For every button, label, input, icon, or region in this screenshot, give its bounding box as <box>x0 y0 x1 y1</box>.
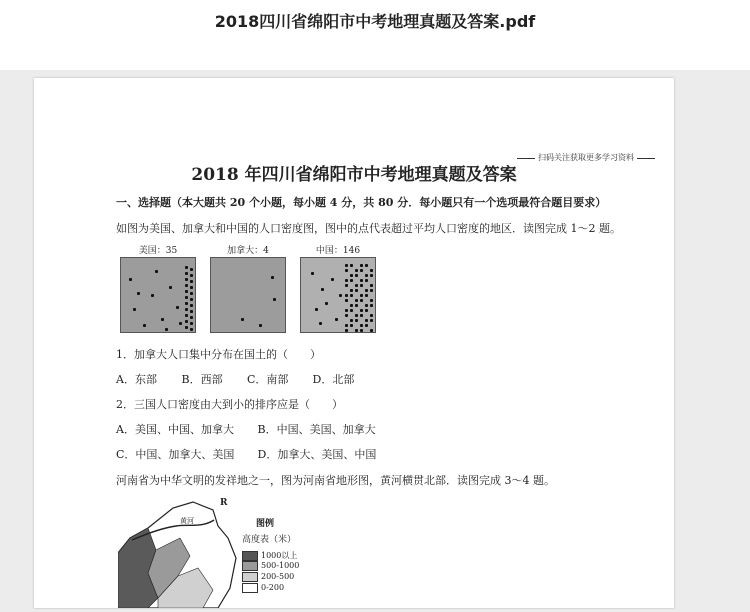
population-dot <box>129 278 132 281</box>
population-dot <box>345 309 348 312</box>
population-dot <box>190 274 193 277</box>
legend-row <box>242 583 284 593</box>
legend-label: 200-500 <box>261 572 295 581</box>
population-dot <box>155 270 158 273</box>
population-dot <box>339 294 342 297</box>
population-dot <box>321 288 324 291</box>
legend-head: 高度表（米） <box>242 535 297 545</box>
population-dot <box>355 299 358 302</box>
population-dot <box>355 304 358 307</box>
population-dot <box>185 320 188 323</box>
population-dot <box>185 278 188 281</box>
population-dot <box>345 264 348 267</box>
population-dot <box>370 274 373 277</box>
population-dot <box>350 319 353 322</box>
population-dot <box>190 292 193 295</box>
population-dot <box>350 309 353 312</box>
population-dot <box>360 284 363 287</box>
legend-swatch <box>242 551 258 561</box>
population-dot <box>185 266 188 269</box>
henan-topographic-map <box>118 498 348 608</box>
population-dot <box>345 324 348 327</box>
population-dot <box>271 276 274 279</box>
map-label-usa: 美国：35 <box>138 246 178 256</box>
population-dot <box>185 284 188 287</box>
population-dot <box>370 299 373 302</box>
population-dot <box>365 304 368 307</box>
q1-option-a: A．东部 <box>116 373 157 386</box>
population-dot <box>360 299 363 302</box>
viewer-top-bar <box>0 0 750 70</box>
population-dot <box>185 326 188 329</box>
legend-title: 图例 <box>256 519 275 529</box>
question-2-options-row2 <box>116 446 376 462</box>
map-canada <box>210 257 286 333</box>
population-dot <box>355 284 358 287</box>
population-dot <box>165 328 168 331</box>
population-dot <box>161 318 164 321</box>
population-dot <box>190 310 193 313</box>
population-dot <box>185 272 188 275</box>
population-dot <box>365 294 368 297</box>
population-dot <box>350 324 353 327</box>
population-dot <box>370 314 373 317</box>
file-title: 2018四川省绵阳市中考地理真题及答案.pdf <box>214 12 536 31</box>
q2-option-d: D．加拿大、美国、中国 <box>257 448 377 461</box>
henan-map-shape <box>118 498 243 608</box>
population-dot <box>190 286 193 289</box>
population-dot <box>190 322 193 325</box>
map-usa <box>120 257 196 333</box>
population-dot <box>179 322 182 325</box>
population-dot <box>365 274 368 277</box>
population-dot <box>355 274 358 277</box>
population-dot <box>190 304 193 307</box>
population-dot <box>151 294 154 297</box>
population-dot <box>315 308 318 311</box>
population-dot <box>360 309 363 312</box>
population-dot <box>185 314 188 317</box>
population-dot <box>360 264 363 267</box>
population-dot <box>365 319 368 322</box>
population-dot <box>370 304 373 307</box>
population-dot <box>360 324 363 327</box>
legend-row <box>242 572 294 582</box>
q2-option-c: C．中国、加拿大、美国 <box>116 448 235 461</box>
population-dot <box>190 298 193 301</box>
question-1-stem: 1．加拿大人口集中分布在国土的（ ） <box>116 348 321 361</box>
header-note-dash-left <box>517 158 535 159</box>
population-dot <box>365 264 368 267</box>
legend-label: 500-1000 <box>261 561 300 570</box>
question-2-stem: 2．三国人口密度由大到小的排序应是（ ） <box>116 398 343 411</box>
r-label: R <box>220 498 228 508</box>
population-dot <box>190 280 193 283</box>
population-dot <box>345 299 348 302</box>
question-1-options <box>116 371 354 387</box>
population-dot <box>365 279 368 282</box>
intro-text-2: 河南省为中华文明的发祥地之一，图为河南省地形图，黄河横贯北部．读图完成 3～4 题。 <box>116 474 555 487</box>
header-note-dash-right <box>637 158 655 159</box>
population-dot <box>350 264 353 267</box>
population-dot <box>345 294 348 297</box>
population-dot <box>355 329 358 332</box>
population-dot <box>350 294 353 297</box>
population-dot <box>370 319 373 322</box>
population-dot <box>190 268 193 271</box>
population-dot <box>259 324 262 327</box>
population-dot <box>143 324 146 327</box>
population-dot <box>365 309 368 312</box>
population-dot <box>345 329 348 332</box>
population-dot <box>319 322 322 325</box>
section-title: 一、选择题（本大题共 20 个小题，每小题 4 分，共 80 分．每小题只有一个选项最符合题目要求） <box>116 196 607 209</box>
population-dot <box>335 318 338 321</box>
q1-option-b: B．西部 <box>181 373 223 386</box>
population-dot <box>325 302 328 305</box>
population-dot <box>133 308 136 311</box>
q1-option-c: C．南部 <box>247 373 289 386</box>
population-dot <box>370 329 373 332</box>
population-dot <box>311 272 314 275</box>
document-page[interactable] <box>34 78 674 608</box>
q2-option-a: A．美国、中国、加拿大 <box>116 423 234 436</box>
population-dot <box>350 279 353 282</box>
population-dot <box>169 286 172 289</box>
population-dot <box>370 269 373 272</box>
population-density-maps <box>118 243 388 338</box>
population-dot <box>360 329 363 332</box>
population-dot <box>355 319 358 322</box>
population-dot <box>345 314 348 317</box>
question-2-options-row1 <box>116 421 376 437</box>
intro-text-1: 如图为美国、加拿大和中国的人口密度图，图中的点代表超过平均人口密度的地区．读图完成 1～2 题。 <box>116 222 621 235</box>
q2-option-b: B．中国、美国、加拿大 <box>257 423 376 436</box>
legend-row <box>242 550 297 561</box>
population-dot <box>365 324 368 327</box>
legend-label: 0-200 <box>261 583 285 592</box>
population-dot <box>350 289 353 292</box>
population-dot <box>365 289 368 292</box>
population-dot <box>185 296 188 299</box>
population-dot <box>190 316 193 319</box>
population-dot <box>360 294 363 297</box>
population-dot <box>241 318 244 321</box>
population-dot <box>185 302 188 305</box>
population-dot <box>345 279 348 282</box>
river-label: 黄河 <box>180 517 194 525</box>
legend-swatch <box>242 561 258 571</box>
population-dot <box>137 292 140 295</box>
population-dot <box>360 269 363 272</box>
population-dot <box>350 304 353 307</box>
legend-swatch <box>242 572 258 582</box>
population-dot <box>360 279 363 282</box>
population-dot <box>185 290 188 293</box>
legend-label: 1000以上 <box>261 551 298 560</box>
document-title: 2018 年四川省绵阳市中考地理真题及答案 <box>191 165 517 185</box>
population-dot <box>360 314 363 317</box>
q1-option-d: D．北部 <box>312 373 355 386</box>
header-note-text: 扫码关注获取更多学习资料 <box>538 153 634 162</box>
population-dot <box>350 274 353 277</box>
population-dot <box>355 289 358 292</box>
legend-swatch <box>242 583 258 593</box>
population-dot <box>370 284 373 287</box>
map-label-canada: 加拿大：4 <box>227 246 269 256</box>
population-dot <box>355 269 358 272</box>
population-dot <box>176 306 179 309</box>
population-dot <box>273 298 276 301</box>
population-dot <box>190 328 193 331</box>
population-dot <box>355 314 358 317</box>
population-dot <box>370 289 373 292</box>
population-dot <box>185 308 188 311</box>
population-dot <box>331 278 334 281</box>
population-dot <box>345 284 348 287</box>
population-dot <box>345 269 348 272</box>
map-china <box>300 257 376 333</box>
map-label-china: 中国：146 <box>315 246 361 256</box>
legend-row <box>242 561 299 571</box>
